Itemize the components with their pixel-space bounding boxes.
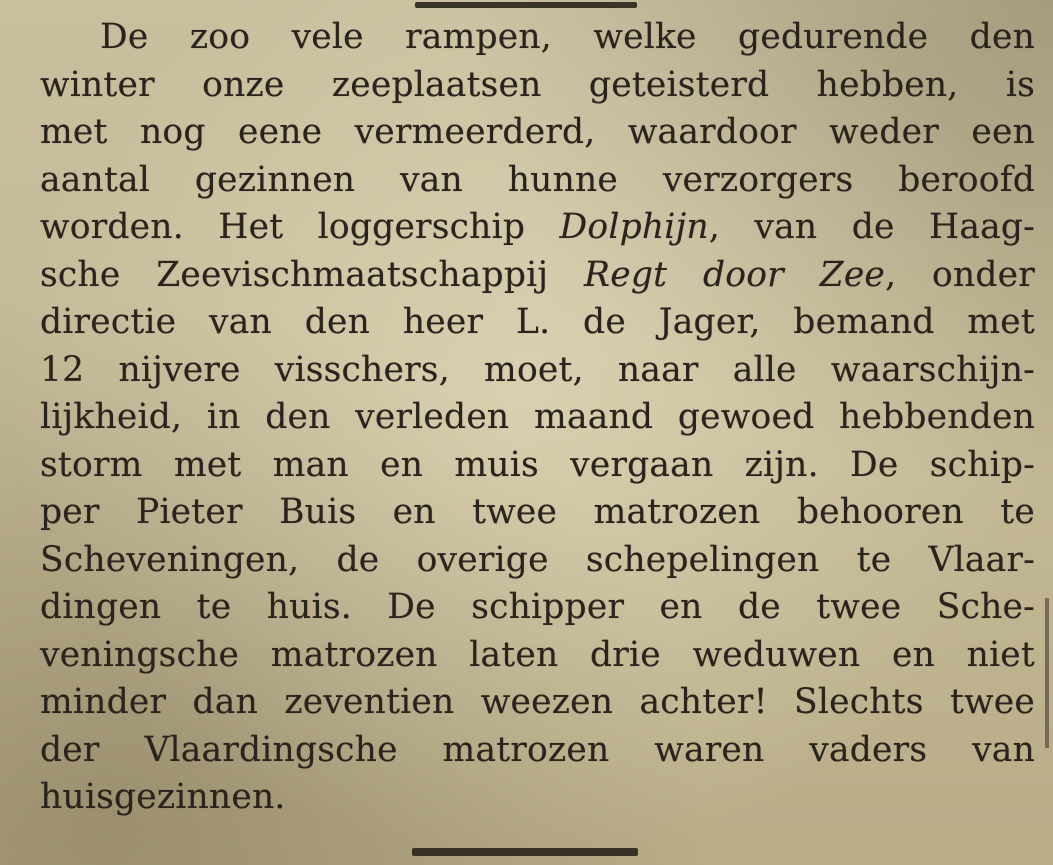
article-line-3: met nog eene vermeerderd, waardoor weder een <box>40 112 1035 152</box>
company-name-italic: Regt door Zee <box>584 254 886 295</box>
article-line-9: lijkheid, in den verleden maand gewoed hebbenden <box>40 397 1035 437</box>
article-text <box>40 14 1035 822</box>
article-line-11: per Pieter Buis en twee matrozen behooren te <box>40 492 1035 532</box>
article-line-7: directie van den heer L. de Jager, bemand met <box>40 302 1035 342</box>
article-line-13: dingen te huis. De schipper en de twee Sche- <box>40 587 1035 627</box>
article-line-5 <box>40 204 1035 252</box>
article-line-17: huisgezinnen. <box>40 777 286 817</box>
article-line-1: De zoo vele rampen, welke gedurende den <box>100 17 1035 57</box>
article-line-5-end: , van de Haag- <box>708 207 1035 247</box>
article-line-6 <box>40 252 1035 300</box>
article-line-12: Scheveningen, de overige schepelingen te Vlaar- <box>40 539 1035 580</box>
top-separator-rule <box>415 2 637 8</box>
page-edge-mark <box>1045 598 1049 748</box>
ship-name-italic: Dolphijn <box>559 207 709 247</box>
article-line-6-end: , onder <box>885 254 1035 295</box>
article-line-5-start: worden. Het loggerschip <box>40 207 560 247</box>
article-line-14: veningsche matrozen laten drie weduwen en niet <box>40 634 1035 675</box>
article-line-6-start: sche Zeevischmaatschappij <box>40 254 585 295</box>
article-line-2: winter onze zeeplaatsen geteisterd hebben, is <box>40 64 1035 105</box>
article-line-16: der Vlaardingsche matrozen waren vaders van <box>40 729 1035 770</box>
article-line-10: storm met man en muis vergaan zijn. De schip- <box>40 444 1035 485</box>
article-line-15: minder dan zeventien weezen achter! Slechts twee <box>40 682 1035 722</box>
article-line-4: aantal gezinnen van hunne verzorgers beroofd <box>40 159 1035 200</box>
bottom-separator-rule <box>412 848 638 856</box>
article-line-8: 12 nijvere visschers, moet, naar alle waarschijn- <box>40 349 1035 390</box>
